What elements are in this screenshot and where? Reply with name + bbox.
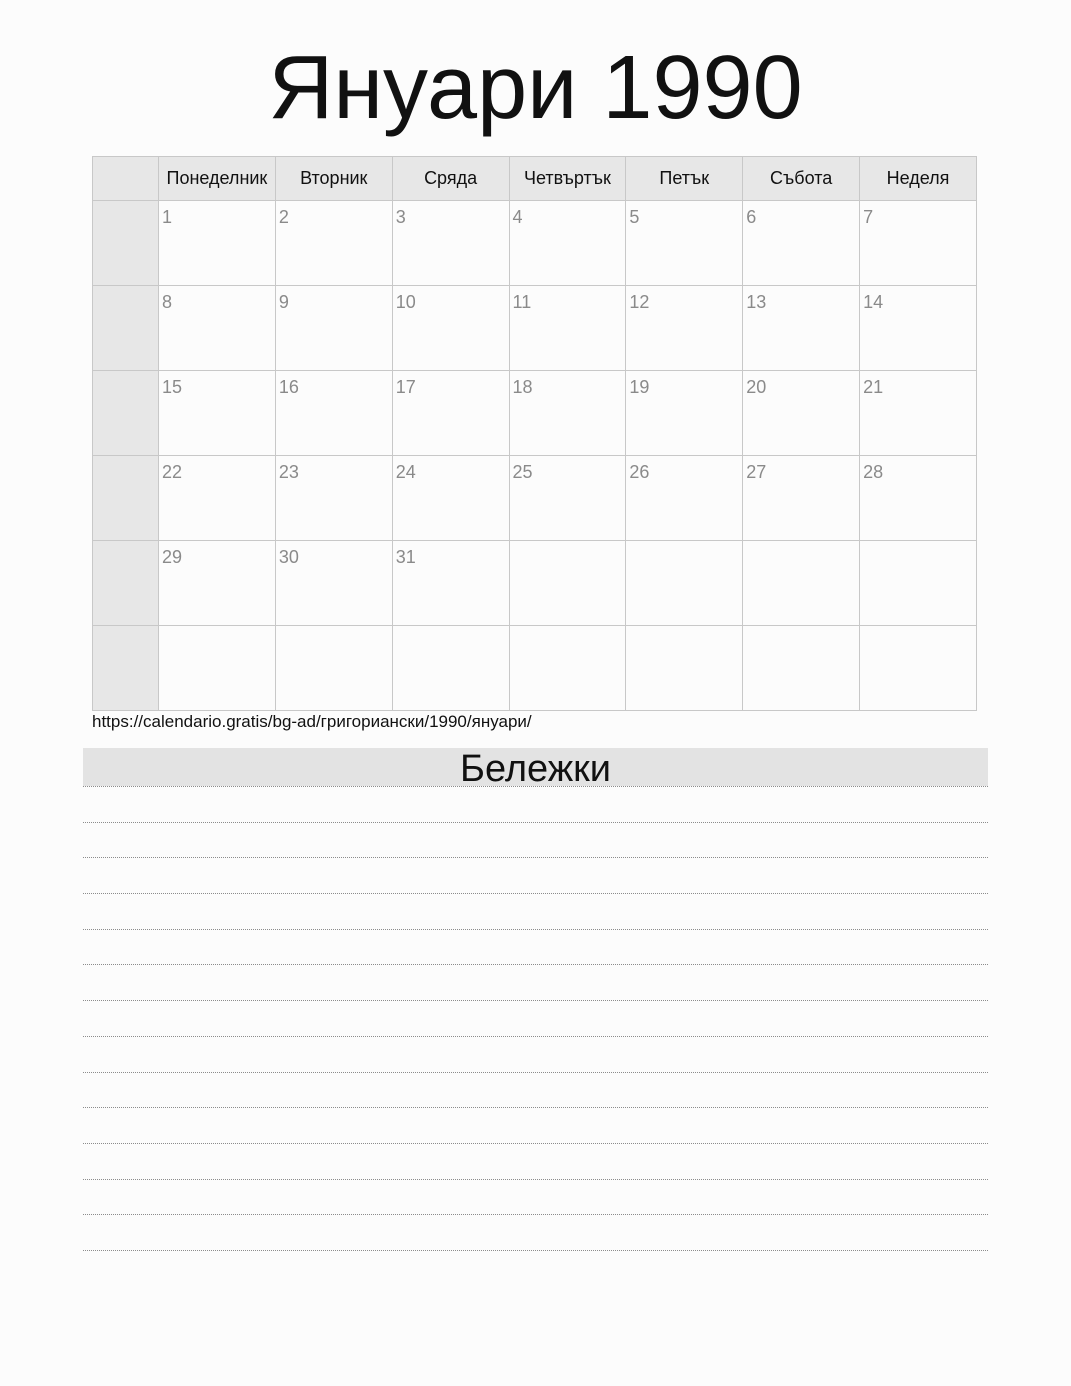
day-number: 20 <box>746 377 767 397</box>
note-line <box>83 786 988 787</box>
note-line <box>83 1143 988 1144</box>
day-cell <box>509 626 626 711</box>
day-cell <box>743 201 860 286</box>
note-line <box>83 1214 988 1215</box>
day-number: 16 <box>278 377 299 397</box>
day-cell <box>392 626 509 711</box>
week-number-cell <box>93 456 159 541</box>
day-number <box>393 626 509 632</box>
day-number: 1 <box>162 207 173 227</box>
week-row <box>93 541 977 626</box>
week-row <box>93 456 977 541</box>
day-number: 25 <box>512 462 533 482</box>
week-number-cell <box>93 201 159 286</box>
day-cell <box>159 626 276 711</box>
day-cell <box>626 626 743 711</box>
day-cell <box>159 541 276 626</box>
day-number: 18 <box>512 377 533 397</box>
week-number-cell <box>93 286 159 371</box>
weekday-header: Понеделник <box>159 157 276 201</box>
day-number: 24 <box>395 462 416 482</box>
note-line <box>83 1072 988 1073</box>
day-number: 17 <box>395 377 416 397</box>
day-number <box>743 541 859 547</box>
day-cell <box>509 286 626 371</box>
day-cell <box>860 456 977 541</box>
note-line <box>83 857 988 858</box>
day-number: 3 <box>395 207 406 227</box>
day-cell <box>509 371 626 456</box>
day-cell <box>743 286 860 371</box>
day-number <box>743 626 859 632</box>
day-number: 2 <box>278 207 289 227</box>
week-number-header <box>93 157 159 201</box>
day-cell <box>509 456 626 541</box>
note-line <box>83 1179 988 1180</box>
day-number: 23 <box>278 462 299 482</box>
day-number: 31 <box>395 547 416 567</box>
day-cell <box>860 201 977 286</box>
week-number-cell <box>93 541 159 626</box>
day-cell <box>743 456 860 541</box>
note-line <box>83 1000 988 1001</box>
week-row <box>93 201 977 286</box>
day-cell <box>626 371 743 456</box>
day-number: 29 <box>162 547 183 567</box>
day-cell <box>392 371 509 456</box>
day-number: 10 <box>395 292 416 312</box>
note-line <box>83 893 988 894</box>
day-number: 27 <box>746 462 767 482</box>
day-cell <box>275 541 392 626</box>
note-line <box>83 929 988 930</box>
weekday-header-row <box>93 157 977 201</box>
day-cell <box>159 286 276 371</box>
day-number: 30 <box>278 547 299 567</box>
page-title: Януари 1990 <box>268 38 803 138</box>
week-row <box>93 626 977 711</box>
day-cell <box>743 371 860 456</box>
day-number <box>510 626 626 632</box>
day-cell <box>392 541 509 626</box>
day-cell <box>860 541 977 626</box>
week-number-cell <box>93 371 159 456</box>
day-number: 22 <box>162 462 183 482</box>
week-row <box>93 286 977 371</box>
week-number-cell <box>93 626 159 711</box>
day-cell <box>860 286 977 371</box>
day-cell <box>392 456 509 541</box>
day-cell <box>626 201 743 286</box>
day-cell <box>159 201 276 286</box>
note-line <box>83 1250 988 1251</box>
day-number: 14 <box>863 292 884 312</box>
day-cell <box>860 371 977 456</box>
day-number <box>626 626 742 632</box>
day-cell <box>626 541 743 626</box>
calendar-grid <box>92 156 977 711</box>
day-number <box>159 626 275 632</box>
day-number: 15 <box>162 377 183 397</box>
note-line <box>83 1107 988 1108</box>
day-cell <box>509 541 626 626</box>
day-cell <box>392 286 509 371</box>
day-cell <box>159 371 276 456</box>
day-cell <box>275 286 392 371</box>
day-cell <box>626 286 743 371</box>
day-number: 11 <box>512 292 532 312</box>
weekday-header: Неделя <box>860 157 977 201</box>
day-cell <box>275 626 392 711</box>
day-number: 19 <box>629 377 650 397</box>
day-number <box>860 541 976 547</box>
weekday-header: Събота <box>743 157 860 201</box>
day-cell <box>275 456 392 541</box>
weekday-header: Петък <box>626 157 743 201</box>
day-number <box>860 626 976 632</box>
day-cell <box>275 371 392 456</box>
day-number: 26 <box>629 462 650 482</box>
day-number: 28 <box>863 462 884 482</box>
day-number: 21 <box>863 377 884 397</box>
day-cell <box>159 456 276 541</box>
week-row <box>93 371 977 456</box>
notes-heading: Бележки <box>83 748 988 786</box>
day-cell <box>860 626 977 711</box>
day-cell <box>743 541 860 626</box>
day-number: 6 <box>746 207 757 227</box>
day-number: 8 <box>162 292 173 312</box>
day-number: 4 <box>512 207 523 227</box>
day-cell <box>743 626 860 711</box>
day-cell <box>275 201 392 286</box>
note-line <box>83 964 988 965</box>
day-number: 9 <box>278 292 289 312</box>
weekday-header: Вторник <box>275 157 392 201</box>
day-cell <box>509 201 626 286</box>
day-number: 7 <box>863 207 874 227</box>
day-number <box>276 626 392 632</box>
day-cell <box>392 201 509 286</box>
weekday-header: Четвъртък <box>509 157 626 201</box>
day-number: 12 <box>629 292 650 312</box>
day-number: 13 <box>746 292 767 312</box>
source-url: https://calendario.gratis/bg-ad/григориански/1990/януари/ <box>92 712 532 731</box>
note-line <box>83 1036 988 1037</box>
note-line <box>83 822 988 823</box>
day-number: 5 <box>629 207 640 227</box>
day-number <box>626 541 742 547</box>
day-cell <box>626 456 743 541</box>
weekday-header: Сряда <box>392 157 509 201</box>
day-number <box>510 541 626 547</box>
